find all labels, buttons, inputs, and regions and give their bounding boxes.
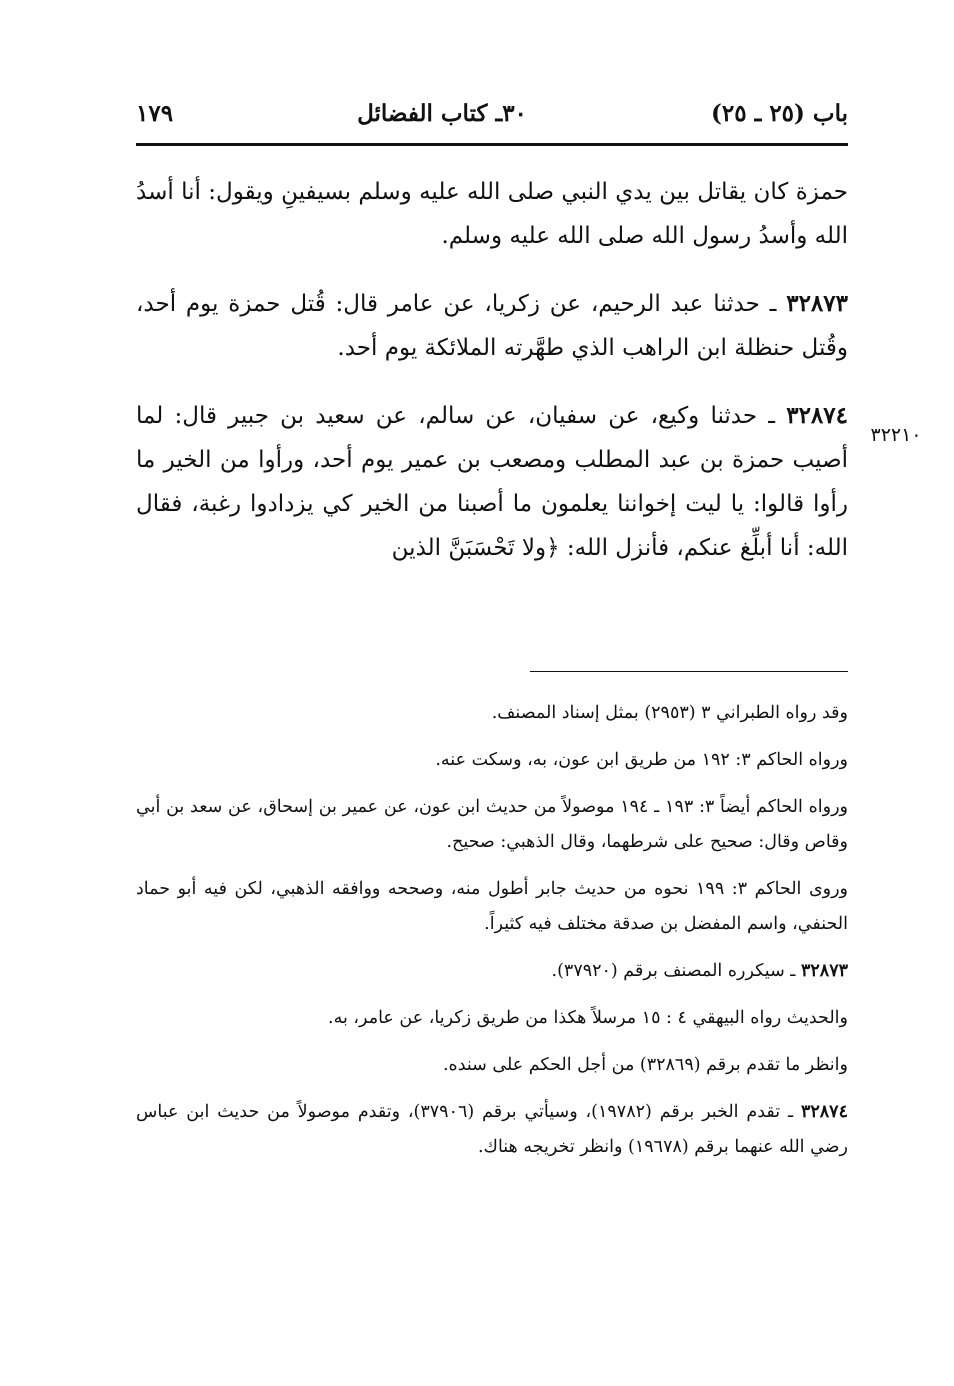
book-title: ٣٠ـ كتاب الفضائل [357, 99, 527, 127]
page-number: ١٧٩ [136, 99, 174, 127]
footnote-line: والحديث رواه البيهقي ٤ : ١٥ مرسلاً هكذا من طريق زكريا، عن عامر، به. [328, 1008, 848, 1028]
hadith-number: ٣٢٨٧٣ [786, 290, 848, 317]
footnote-line: وانظر ما تقدم برقم (٣٢٨٦٩) من أجل الحكم على سنده. [442, 1055, 848, 1075]
hadith-text: ـ حدثنا عبد الرحيم، عن زكريا، عن عامر قال: قُتل حمزة يوم أحد، وقُتل حنظلة ابن الراهب الذي طهَّرته الملائكة يوم أحد. [136, 291, 848, 361]
hadith-text: ـ حدثنا وكيع، عن سفيان، عن سالم، عن سعيد بن جبير قال: لما أصيب حمزة بن عبد المطلب ومصعب بن عمير يوم أحد، ورأوا من الخير ما رأوا قالوا: يا ليت إخواننا يعلمون ما أصبنا من الخير كي يزدادوا رغبة، فقال الله: أنا أبلِّغ عنكم، فأنزل الله: ﴿ولا تَحْسَبَنَّ الذين [136, 403, 848, 561]
footnote-32874 [136, 1095, 848, 1165]
header-rule [136, 143, 848, 146]
footnote-line: ورواه الحاكم ٣: ١٩٢ من طريق ابن عون، به، وسكت عنه. [435, 750, 848, 770]
hadith-32873 [136, 282, 848, 370]
footnote-32873 [136, 954, 848, 989]
paragraph-continuation: حمزة كان يقاتل بين يدي النبي صلى الله عليه وسلم بسيفينِ ويقول: أنا أسدُ الله وأسدُ رسول الله صلى الله عليه وسلم. [136, 179, 848, 249]
hadith-number: ٣٢٨٧٤ [786, 402, 848, 429]
footnote-text: ـ تقدم الخبر برقم (١٩٧٨٢)، وسيأتي برقم (٣٧٩٠٦)، وتقدم موصولاً من حديث ابن عباس رضي الله عنهما برقم (١٩٦٧٨) وانظر تخريجه هناك. [136, 1102, 848, 1157]
footnote-line: وقد رواه الطبراني ٣ (٢٩٥٣) بمثل إسناد المصنف. [491, 703, 848, 723]
main-text [136, 170, 848, 594]
footnote-line: ورواه الحاكم أيضاً ٣: ١٩٣ ـ ١٩٤ موصولاً من حديث ابن عون، عن عمير بن إسحاق، عن سعد بن أبي وقاص وقال: صحيح على شرطهما، وقال الذهبي: صحيح. [136, 797, 848, 852]
margin-reference-number: ٣٢٢١٠ [870, 424, 922, 446]
hadith-32874 [136, 394, 848, 570]
chapter-heading: باب (٢٥ ـ ٢٥) [710, 99, 848, 127]
footnote-rule [530, 671, 848, 672]
footnote-text: ـ سيكرره المصنف برقم (٣٧٩٢٠). [551, 961, 801, 981]
footnote-line: وروى الحاكم ٣: ١٩٩ نحوه من حديث جابر أطول منه، وصححه ووافقه الذهبي، لكن فيه أبو حماد الحنفي، واسم المفضل بن صدقة مختلف فيه كثيراً. [136, 879, 848, 934]
footnotes [136, 696, 848, 1177]
page-header [136, 88, 848, 138]
footnote-number: ٣٢٨٧٣ [801, 961, 848, 981]
footnote-number: ٣٢٨٧٤ [800, 1102, 848, 1122]
